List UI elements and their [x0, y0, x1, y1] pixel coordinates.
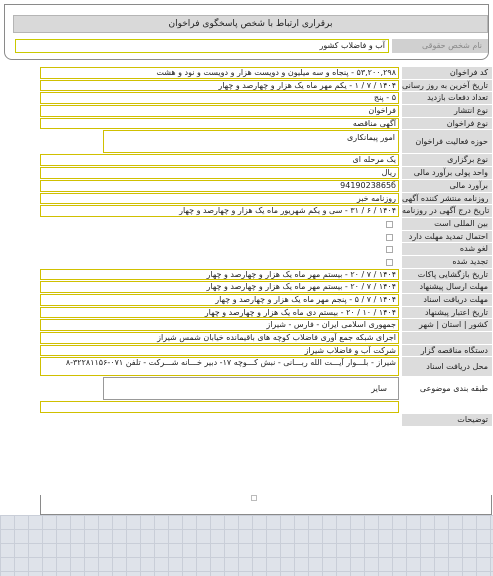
- row-organizer: [40, 345, 492, 358]
- checkbox[interactable]: [386, 246, 393, 253]
- field-label: تاریخ درج آگهی در روزنامه: [402, 205, 492, 217]
- row-description: [40, 414, 492, 427]
- field-value: ۱۴۰۴ / ۱۰ / ۲۰ - بیستم دی ماه یک هزار و چهارصد و چهار: [40, 307, 399, 319]
- field-label: طبقه بندی موضوعی: [419, 384, 488, 394]
- category-box: [103, 377, 399, 400]
- activity-value-wrap: [40, 130, 399, 153]
- field-value: [40, 256, 399, 268]
- row-newspaper: [40, 193, 492, 206]
- field-value: ۱۴۰۴ / ۶ / ۳۱ - سی و یکم شهریور ماه یک هزار و چهارصد و چهار: [40, 205, 399, 217]
- field-value: [40, 414, 399, 426]
- field-value: امور پیمانکاری: [347, 133, 395, 143]
- field-label: توضیحات: [402, 414, 492, 426]
- contact-panel: [4, 4, 489, 60]
- row-extension: [40, 231, 492, 244]
- field-value: ریال: [40, 167, 399, 179]
- legal-name-row: [13, 39, 488, 53]
- field-value: [40, 218, 399, 230]
- field-label: [402, 332, 492, 344]
- field-label: روزنامه منتشر کننده آگهی: [402, 193, 492, 205]
- row-validity: [40, 307, 492, 320]
- row-renewed: [40, 256, 492, 269]
- row-updated: [40, 80, 492, 93]
- field-value: سایر: [371, 384, 387, 394]
- field-label: کد فراخوان: [402, 67, 492, 79]
- contact-title: برقراری ارتباط با شخص پاسخگوی فراخوان: [13, 15, 488, 33]
- field-value: شرکت آب و فاضلاب شیراز: [40, 345, 399, 357]
- field-value: ۵۳,۲۰۰,۲۹۸ - پنجاه و سه میلیون و دویست هزار و دویست و نود و هشت: [40, 67, 399, 79]
- checkbox[interactable]: [386, 234, 393, 241]
- description-box: [40, 495, 492, 515]
- field-label: تاریخ آخرین به روز رسانی: [402, 80, 492, 92]
- field-label: نوع برگزاری: [402, 154, 492, 166]
- field-label: لغو شده: [402, 243, 492, 255]
- field-label: بین المللی است: [402, 218, 492, 230]
- row-category: [40, 377, 492, 401]
- field-label: برآورد مالی: [402, 180, 492, 192]
- row-cancelled: [40, 243, 492, 256]
- field-label: نوع انتشار: [402, 105, 492, 117]
- row-subject: [40, 332, 492, 345]
- field-label: احتمال تمدید مهلت دارد: [402, 231, 492, 243]
- legal-name-value[interactable]: آب و فاضلاب کشور: [15, 39, 389, 53]
- row-code: [40, 67, 492, 80]
- checkbox[interactable]: [386, 221, 393, 228]
- row-activity-area: [40, 130, 492, 154]
- field-value: 9419023865б: [40, 180, 399, 192]
- field-value: ۵ - پنج: [40, 92, 399, 104]
- small-square-icon: [251, 495, 257, 501]
- tender-details: [40, 67, 492, 427]
- field-value: جمهوری اسلامی ایران - فارس - شیراز: [40, 319, 399, 331]
- field-value: فراخوان: [40, 105, 399, 117]
- category-value-wrap: [40, 377, 399, 400]
- field-value: [40, 243, 399, 255]
- field-label: تجدید شده: [402, 256, 492, 268]
- field-value: ۱۴۰۴ / ۷ / ۲۰ - بیستم مهر ماه یک هزار و چهارصد و چهار: [40, 269, 399, 281]
- field-label: کشور | استان | شهر: [402, 319, 492, 331]
- field-label: مهلت دریافت اسناد: [402, 294, 492, 306]
- field-value: شیراز - بلـــوار آیـــت الله ربـــانی - نبش کـــوچه ۱۷- دبیر خـــانه شـــرکت - تلفن ۰۷۱-۳۲۲۸۱۱۵۶-۸: [40, 357, 399, 376]
- field-value: ۱۴۰۴ / ۷ / ۵ - پنجم مهر ماه یک هزار و چهارصد و چهار: [40, 294, 399, 306]
- row-submit-deadline: [40, 281, 492, 294]
- row-docs-address: [40, 357, 492, 377]
- row-views: [40, 92, 492, 105]
- field-label: مهلت ارسال پیشنهاد: [402, 281, 492, 293]
- field-label: [402, 401, 492, 413]
- row-holding-type: [40, 154, 492, 167]
- field-value: روزنامه خبر: [40, 193, 399, 205]
- field-label: تعداد دفعات بازدید: [402, 92, 492, 104]
- field-value: ۱۴۰۴ / ۷ / ۱ - یکم مهر ماه یک هزار و چهارصد و چهار: [40, 80, 399, 92]
- background-grid: [0, 515, 493, 576]
- field-label: واحد پولی برآورد مالی: [402, 167, 492, 179]
- field-label: حوزه فعالیت فراخوان: [402, 130, 492, 153]
- field-value: یک مرحله ای: [40, 154, 399, 166]
- field-label: نوع فراخوان: [402, 118, 492, 130]
- row-call-type: [40, 118, 492, 131]
- field-value: [40, 231, 399, 243]
- row-location: [40, 319, 492, 332]
- row-currency: [40, 167, 492, 180]
- field-value: اجرای شبکه جمع آوری فاضلاب کوچه های باقیمانده خیابان شمس شیراز: [40, 332, 399, 344]
- row-estimate: [40, 180, 492, 193]
- field-label: دستگاه مناقصه گزار: [402, 345, 492, 357]
- row-publish-type: [40, 105, 492, 118]
- row-docs-deadline: [40, 294, 492, 307]
- legal-name-label: نام شخص حقوقی: [392, 39, 488, 53]
- field-value: [40, 401, 399, 413]
- field-label: تاریخ بازگشایی پاکات: [402, 269, 492, 281]
- row-opening-date: [40, 269, 492, 282]
- row-ad-date: [40, 205, 492, 218]
- checkbox[interactable]: [386, 259, 393, 266]
- field-label: تاریخ اعتبار پیشنهاد: [402, 307, 492, 319]
- row-international: [40, 218, 492, 231]
- field-value: ۱۴۰۴ / ۷ / ۲۰ - بیستم مهر ماه یک هزار و چهارصد و چهار: [40, 281, 399, 293]
- field-value: آگهی مناقصه: [40, 118, 399, 130]
- row-extra: [40, 401, 492, 414]
- field-label: محل دریافت اسناد: [402, 357, 492, 376]
